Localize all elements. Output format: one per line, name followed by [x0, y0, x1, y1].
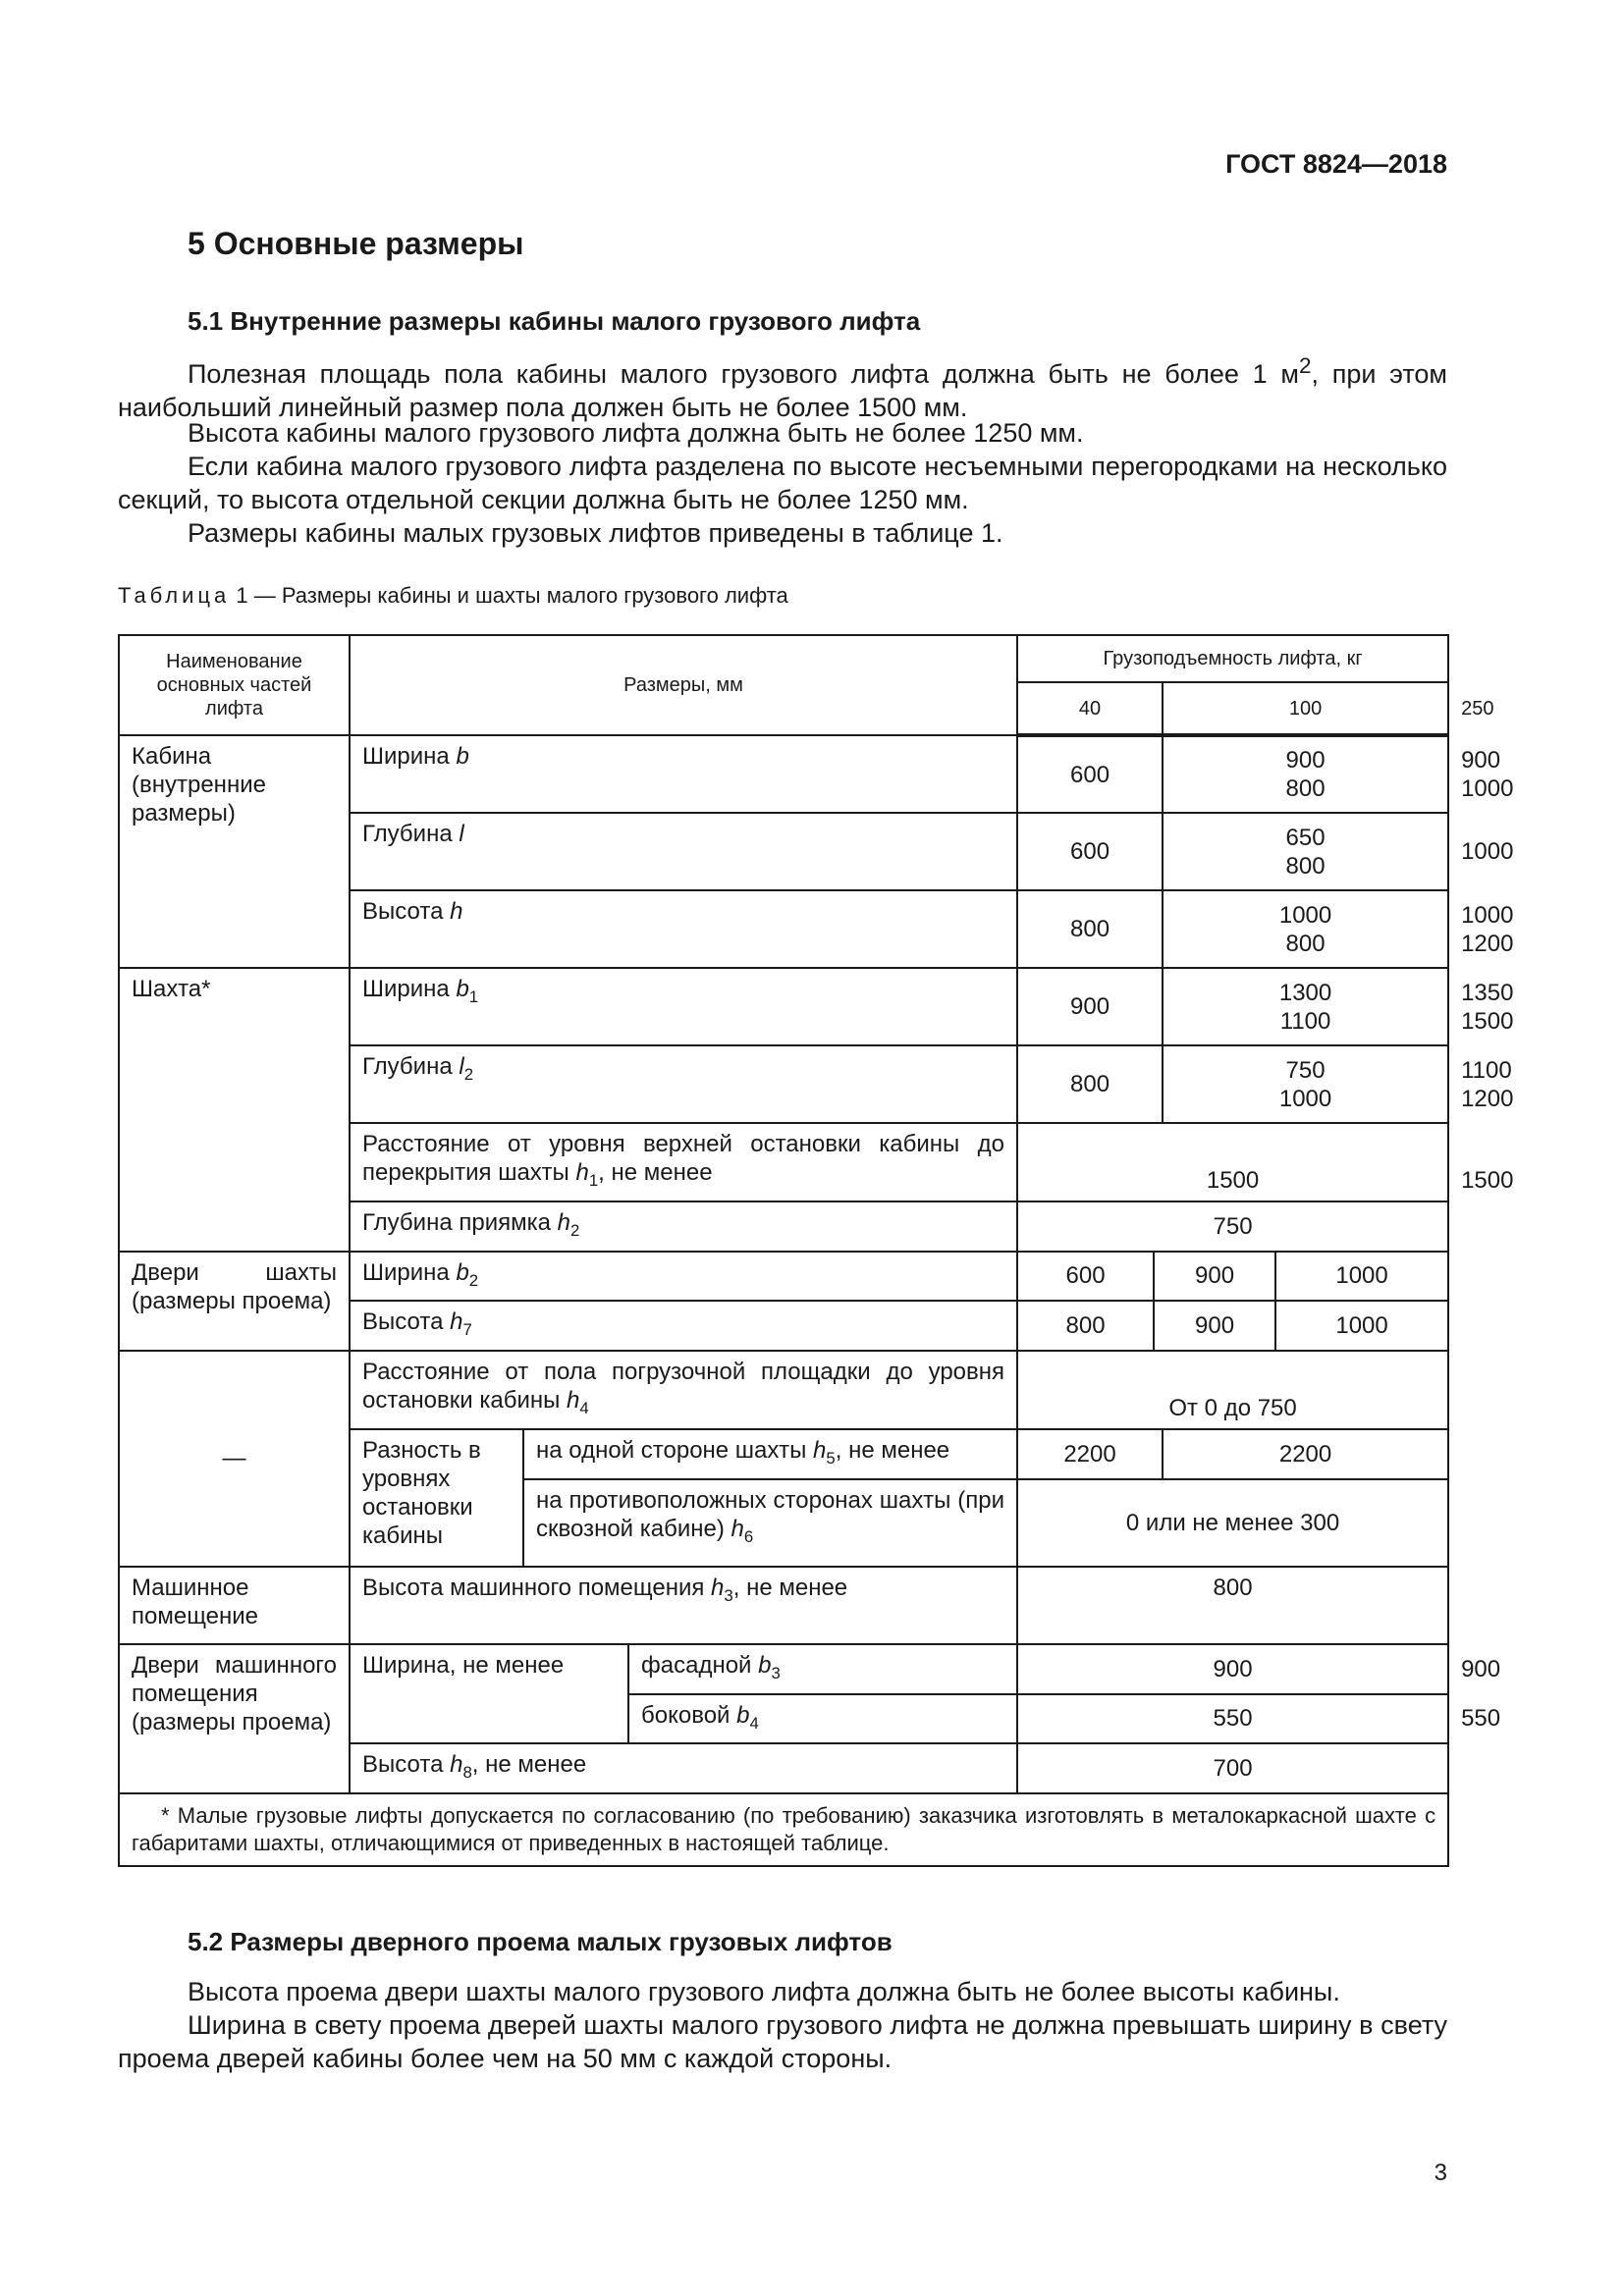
row-label-cabin: Кабина (внутренние размеры) [119, 735, 350, 968]
value-cell: 750 1000 [1163, 1045, 1448, 1123]
paragraph-door-width: Ширина в свету проема дверей шахты малого грузового лифта не должна превышать ширину в свету проема дверей кабины более чем на 50 мм с каждой стороны. [118, 2010, 1447, 2073]
header-capacity: Грузоподъемность лифта, кг [1017, 635, 1448, 682]
row-label-machine-room: Машинное помещение [119, 1567, 350, 1644]
shaft-depth-label: Глубина $l_2$ [350, 1045, 1017, 1123]
table-caption: Таблица 1 — Размеры кабины и шахты малого грузового лифта [118, 583, 788, 608]
value-cell: 900 [1154, 1252, 1275, 1302]
document-code: ГОСТ 8824—2018 [1225, 149, 1447, 179]
section-title: 5 Основные размеры [188, 226, 524, 261]
row-label-machine-doors: Двери машинного помещения (размеры проема) [119, 1644, 350, 1793]
header-dimensions: Размеры, мм [350, 635, 1017, 735]
machine-height-label: Высота машинного помещения $h_3$, не менее [350, 1567, 1017, 1644]
shaft-top-clearance-label: Расстояние от уровня верхней остановки кабины до перекрытия шахты $h_1$, не менее [350, 1123, 1017, 1201]
shaft-door-height-label: Высота $h_7$ [350, 1301, 1017, 1351]
shaft-door-width-label: Ширина $b_2$ [350, 1252, 1017, 1302]
value-cell: 900 [1154, 1301, 1275, 1351]
value-cell: 800 [1017, 1045, 1163, 1123]
row-label-dash: — [119, 1351, 350, 1567]
paragraph-cabin-height: Высота кабины малого грузового лифта должна быть не более 1250 мм. [188, 418, 1084, 448]
value-cell: 1000 800 [1163, 890, 1448, 968]
cabin-depth-label: Глубина l [350, 813, 1017, 890]
value-cell: 550 [1017, 1694, 1448, 1744]
value-cell: 900 [1017, 968, 1163, 1045]
paragraph-door-height: Высота проема двери шахты малого грузового лифта должна быть не более высоты кабины. [188, 1977, 1340, 2006]
value-cell: 900 800 [1163, 735, 1448, 813]
header-capacity-40: 40 [1017, 682, 1163, 735]
side-door-label: боковой $b_4$ [628, 1694, 1017, 1744]
value-cell: 2200 [1017, 1429, 1163, 1479]
value-cell: 700 [1017, 1743, 1448, 1793]
value-cell: 600 [1017, 813, 1163, 890]
dimensions-table: Наименование основных частей лифта Размеры, мм Грузоподъемность лифта, кг 40 100 250 Кабина (внутренние размеры) Ширина b 600 900 800 900 1000 Глубина l 600 650 800 1000 Высота h 800 1000 800 1000 1200 Шахта* Ширина $b_1$ 900 1300 1100 1350 1500 Глубина $l_2$ 800 750 1000 1100 1200 Расстояние от уровня верхней остановки кабины до перекрытия шахты $h_1$, не менее 1500 1500 Глубина приямка $h_2$ 750 Двери шахты (размеры проема) Ширина $b_2$ 600 900 1000 Высота $h_7$ 800 900 1000 — Расстояние от пола погрузочной площадки до уровня остановки кабины $h_4$ От 0 до 750 Разность в уровнях остановки кабины на одной стороне шахты $h_5$, не менее 2200 2200 на противоположных сторонах шахты (при сквозной кабине) $h_6$ 0 или не менее 300 Машинное помещение Высота машинного помещения $h_3$, не менее 800 Двери машинного помещения (размеры проема) Ширина, не менее фасадной $b_3$ 900 900 боковой $b_4$ 550 550 Высота $h_8$, не менее 700 * Малые грузовые лифты допускается по согласованию (по требованию) заказчика изготовлять в металокаркасной шахте с габаритами шахты, отличающимися от приведенных в настоящей таблице. [118, 634, 1449, 1867]
cabin-height-label: Высота h [350, 890, 1017, 968]
shaft-width-label: Ширина $b_1$ [350, 968, 1017, 1045]
shaft-pit-label: Глубина приямка $h_2$ [350, 1201, 1017, 1252]
paragraph-sections: Если кабина малого грузового лифта разделена по высоте несъемными перегородками на несколько секций, то высота отдельной секции должна быть не более 1250 мм. [118, 452, 1447, 514]
table-footnote: * Малые грузовые лифты допускается по согласованию (по требованию) заказчика изготовлять в металокаркасной шахте с габаритами шахты, отличающимися от приведенных в настоящей таблице. [119, 1793, 1448, 1866]
value-cell: 650 800 [1163, 813, 1448, 890]
value-cell: 1000 [1275, 1301, 1448, 1351]
paragraph-table-ref: Размеры кабины малых грузовых лифтов приведены в таблице 1. [188, 518, 1003, 548]
subsection-5-1-title: 5.1 Внутренние размеры кабины малого грузового лифта [188, 306, 921, 336]
front-door-label: фасадной $b_3$ [628, 1644, 1017, 1694]
opposite-sides-label: на противоположных сторонах шахты (при сквозной кабине) $h_6$ [523, 1479, 1017, 1567]
value-cell: 0 или не менее 300 [1017, 1479, 1448, 1567]
row-label-shaft-doors: Двери шахты (размеры проема) [119, 1252, 350, 1352]
subsection-5-2-title: 5.2 Размеры дверного проема малых грузовых лифтов [188, 1927, 893, 1956]
value-cell: 1300 1100 [1163, 968, 1448, 1045]
machine-door-height-label: Высота $h_8$, не менее [350, 1743, 1017, 1793]
paragraph-floor-area: Полезная площадь пола кабины малого грузового лифта должна быть не более 1 $м^2$, при этом наибольший линейный размер пола должен быть не более 1500 мм. [118, 353, 1447, 422]
cabin-width-label: Ширина b [350, 735, 1017, 813]
value-cell: 800 [1017, 890, 1163, 968]
value-cell: 900 [1017, 1644, 1448, 1694]
page-number: 3 [1434, 2160, 1447, 2186]
one-side-label: на одной стороне шахты $h_5$, не менее [523, 1429, 1017, 1479]
header-capacity-100: 100 [1163, 682, 1448, 735]
value-cell: 600 [1017, 1252, 1154, 1302]
floor-to-stop-label: Расстояние от пола погрузочной площадки до уровня остановки кабины $h_4$ [350, 1351, 1017, 1429]
row-label-shaft: Шахта* [119, 968, 350, 1252]
value-cell: 600 [1017, 735, 1163, 813]
machine-door-width-label: Ширина, не менее [350, 1644, 628, 1744]
value-cell: 2200 [1163, 1429, 1448, 1479]
header-parts: Наименование основных частей лифта [119, 635, 350, 735]
value-cell: 750 [1017, 1201, 1448, 1252]
value-cell: 1500 [1017, 1123, 1448, 1201]
value-cell: 800 [1017, 1301, 1154, 1351]
value-cell: 1000 [1275, 1252, 1448, 1302]
value-cell: 800 [1017, 1567, 1448, 1644]
value-cell: От 0 до 750 [1017, 1351, 1448, 1429]
level-difference-label: Разность в уровнях остановки кабины [350, 1429, 523, 1567]
